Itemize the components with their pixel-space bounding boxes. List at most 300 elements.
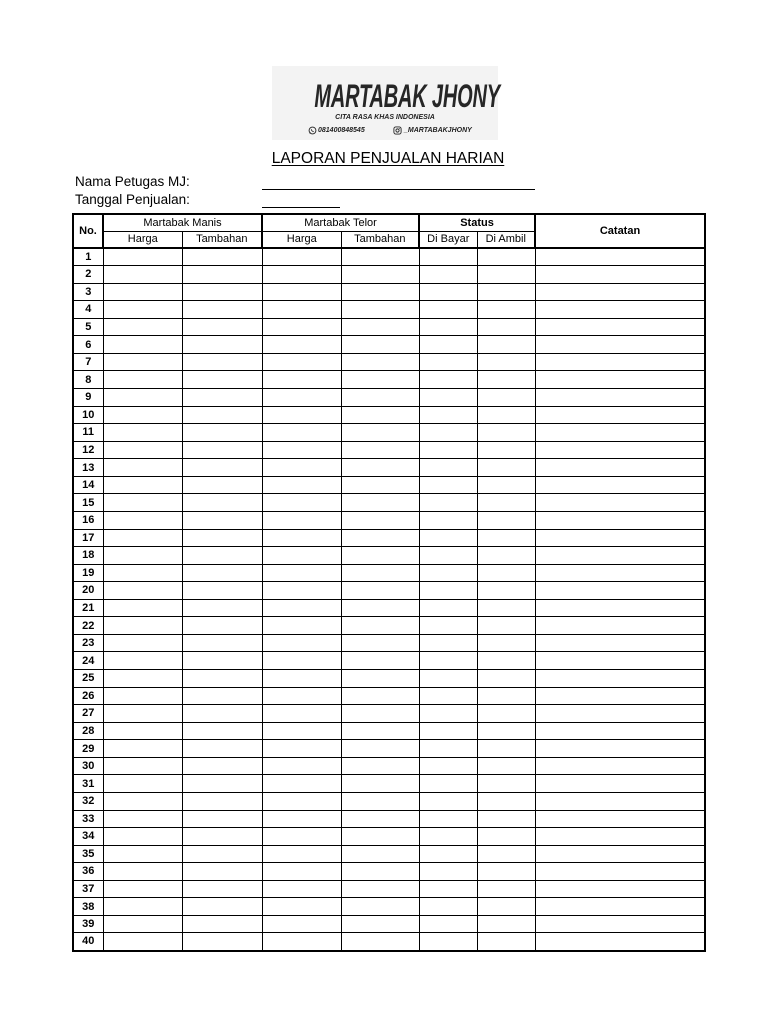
table-row [73,283,705,301]
table-row [73,845,705,863]
catatan-cell [535,494,705,512]
row-number: 36 [73,863,103,881]
table-row [73,915,705,933]
row-number: 1 [73,248,103,266]
manis-harga-cell [103,845,182,863]
header-martabak-manis: Martabak Manis [103,214,262,231]
di-bayar-cell [419,652,477,670]
manis-harga-cell [103,617,182,635]
di-bayar-cell [419,670,477,688]
manis-harga-cell [103,757,182,775]
row-number: 21 [73,599,103,617]
di-ambil-cell [477,336,535,354]
di-bayar-cell [419,266,477,284]
manis-harga-cell [103,810,182,828]
manis-harga-cell [103,670,182,688]
manis-tambahan-cell [182,863,262,881]
di-ambil-cell [477,459,535,477]
di-ambil-cell [477,406,535,424]
row-number: 7 [73,353,103,371]
telor-harga-cell [262,459,341,477]
header-telor-tambahan: Tambahan [341,231,419,248]
row-number: 10 [73,406,103,424]
telor-tambahan-cell [341,371,419,389]
manis-tambahan-cell [182,880,262,898]
brand-logo [272,66,498,140]
header-telor-harga: Harga [262,231,341,248]
telor-harga-cell [262,353,341,371]
manis-tambahan-cell [182,757,262,775]
row-number: 24 [73,652,103,670]
catatan-cell [535,547,705,565]
manis-tambahan-cell [182,406,262,424]
table-row [73,722,705,740]
manis-harga-cell [103,441,182,459]
manis-harga-cell [103,933,182,951]
row-number: 29 [73,740,103,758]
telor-harga-cell [262,336,341,354]
di-bayar-cell [419,722,477,740]
table-row [73,441,705,459]
di-ambil-cell [477,828,535,846]
di-bayar-cell [419,301,477,319]
telor-harga-cell [262,547,341,565]
row-number: 9 [73,389,103,407]
telor-tambahan-cell [341,599,419,617]
telor-tambahan-cell [341,845,419,863]
table-row [73,564,705,582]
manis-harga-cell [103,634,182,652]
telor-tambahan-cell [341,336,419,354]
table-row [73,705,705,723]
manis-harga-cell [103,547,182,565]
manis-harga-cell [103,406,182,424]
di-bayar-cell [419,828,477,846]
catatan-cell [535,301,705,319]
table-row [73,318,705,336]
manis-tambahan-cell [182,353,262,371]
row-number: 35 [73,845,103,863]
telor-harga-cell [262,318,341,336]
di-bayar-cell [419,599,477,617]
telor-tambahan-cell [341,898,419,916]
di-bayar-cell [419,564,477,582]
di-ambil-cell [477,933,535,951]
di-bayar-cell [419,336,477,354]
table-row [73,687,705,705]
telor-tambahan-cell [341,880,419,898]
row-number: 33 [73,810,103,828]
instagram-icon [393,126,402,135]
di-bayar-cell [419,880,477,898]
telor-tambahan-cell [341,792,419,810]
header-catatan: Catatan [535,214,705,248]
manis-harga-cell [103,248,182,266]
manis-harga-cell [103,301,182,319]
telor-harga-cell [262,933,341,951]
di-bayar-cell [419,757,477,775]
di-ambil-cell [477,283,535,301]
catatan-cell [535,670,705,688]
manis-harga-cell [103,529,182,547]
di-ambil-cell [477,652,535,670]
row-number: 12 [73,441,103,459]
telor-harga-cell [262,494,341,512]
di-bayar-cell [419,547,477,565]
table-row [73,582,705,600]
manis-tambahan-cell [182,459,262,477]
catatan-cell [535,529,705,547]
telor-harga-cell [262,863,341,881]
telor-tambahan-cell [341,687,419,705]
manis-tambahan-cell [182,424,262,442]
table-row [73,389,705,407]
table-row [73,336,705,354]
telor-harga-cell [262,670,341,688]
telor-harga-cell [262,529,341,547]
di-ambil-cell [477,845,535,863]
table-row [73,898,705,916]
manis-tambahan-cell [182,476,262,494]
di-ambil-cell [477,634,535,652]
table-row [73,406,705,424]
row-number: 22 [73,617,103,635]
telor-harga-cell [262,476,341,494]
di-bayar-cell [419,617,477,635]
manis-harga-cell [103,336,182,354]
telor-tambahan-cell [341,582,419,600]
telor-tambahan-cell [341,283,419,301]
row-number: 27 [73,705,103,723]
brand-tagline: CITA RASA KHAS INDONESIA [335,114,435,121]
telor-tambahan-cell [341,266,419,284]
catatan-cell [535,652,705,670]
telor-tambahan-cell [341,301,419,319]
catatan-cell [535,810,705,828]
header-martabak-telor: Martabak Telor [262,214,419,231]
di-ambil-cell [477,371,535,389]
di-bayar-cell [419,353,477,371]
di-bayar-cell [419,283,477,301]
di-bayar-cell [419,705,477,723]
telor-harga-cell [262,915,341,933]
di-bayar-cell [419,476,477,494]
telor-harga-cell [262,511,341,529]
manis-tambahan-cell [182,670,262,688]
header-row-groups [73,214,705,231]
row-number: 34 [73,828,103,846]
catatan-cell [535,459,705,477]
telor-tambahan-cell [341,775,419,793]
manis-harga-cell [103,476,182,494]
manis-harga-cell [103,389,182,407]
manis-harga-cell [103,863,182,881]
telor-tambahan-cell [341,353,419,371]
manis-tambahan-cell [182,283,262,301]
telor-tambahan-cell [341,529,419,547]
di-bayar-cell [419,511,477,529]
manis-tambahan-cell [182,389,262,407]
manis-harga-cell [103,564,182,582]
telor-tambahan-cell [341,933,419,951]
catatan-cell [535,705,705,723]
table-row [73,775,705,793]
row-number: 11 [73,424,103,442]
table-row [73,810,705,828]
di-bayar-cell [419,248,477,266]
manis-tambahan-cell [182,722,262,740]
row-number: 3 [73,283,103,301]
manis-tambahan-cell [182,547,262,565]
di-ambil-cell [477,564,535,582]
row-number: 31 [73,775,103,793]
catatan-cell [535,441,705,459]
di-ambil-cell [477,863,535,881]
di-bayar-cell [419,529,477,547]
di-ambil-cell [477,266,535,284]
telor-harga-cell [262,582,341,600]
telor-harga-cell [262,828,341,846]
manis-harga-cell [103,424,182,442]
di-ambil-cell [477,898,535,916]
catatan-cell [535,424,705,442]
manis-tambahan-cell [182,634,262,652]
telor-harga-cell [262,248,341,266]
telor-tambahan-cell [341,406,419,424]
manis-harga-cell [103,687,182,705]
table-row [73,511,705,529]
manis-tambahan-cell [182,740,262,758]
catatan-cell [535,564,705,582]
row-number: 38 [73,898,103,916]
di-ambil-cell [477,424,535,442]
telor-harga-cell [262,757,341,775]
officer-name-line [262,189,535,190]
telor-tambahan-cell [341,318,419,336]
row-number: 17 [73,529,103,547]
catatan-cell [535,353,705,371]
header-status: Status [419,214,535,231]
telor-harga-cell [262,810,341,828]
di-bayar-cell [419,318,477,336]
catatan-cell [535,283,705,301]
header-di-bayar: Di Bayar [419,231,477,248]
telor-tambahan-cell [341,424,419,442]
manis-harga-cell [103,494,182,512]
table-row [73,459,705,477]
row-number: 15 [73,494,103,512]
sales-date-line [262,207,340,208]
manis-tambahan-cell [182,687,262,705]
phone-number: 081400848545 [318,127,365,134]
telor-tambahan-cell [341,547,419,565]
catatan-cell [535,266,705,284]
di-bayar-cell [419,441,477,459]
table-row [73,599,705,617]
sales-date-label: Tanggal Penjualan: [75,192,190,207]
di-bayar-cell [419,582,477,600]
di-ambil-cell [477,810,535,828]
row-number: 20 [73,582,103,600]
whatsapp-icon [308,126,317,135]
catatan-cell [535,389,705,407]
di-ambil-cell [477,705,535,723]
manis-harga-cell [103,318,182,336]
manis-harga-cell [103,266,182,284]
di-ambil-cell [477,687,535,705]
table-row [73,880,705,898]
catatan-cell [535,828,705,846]
di-bayar-cell [419,845,477,863]
header-manis-tambahan: Tambahan [182,231,262,248]
row-number: 25 [73,670,103,688]
table-row [73,353,705,371]
telor-harga-cell [262,424,341,442]
row-number: 28 [73,722,103,740]
manis-tambahan-cell [182,898,262,916]
row-number: 39 [73,915,103,933]
manis-harga-cell [103,705,182,723]
di-ambil-cell [477,792,535,810]
di-ambil-cell [477,389,535,407]
table-row [73,670,705,688]
catatan-cell [535,248,705,266]
manis-tambahan-cell [182,529,262,547]
catatan-cell [535,880,705,898]
manis-tambahan-cell [182,441,262,459]
di-bayar-cell [419,406,477,424]
di-bayar-cell [419,371,477,389]
di-ambil-cell [477,722,535,740]
telor-tambahan-cell [341,670,419,688]
telor-harga-cell [262,722,341,740]
manis-harga-cell [103,740,182,758]
row-number: 4 [73,301,103,319]
telor-tambahan-cell [341,494,419,512]
di-bayar-cell [419,740,477,758]
manis-tambahan-cell [182,301,262,319]
di-bayar-cell [419,424,477,442]
telor-harga-cell [262,705,341,723]
di-ambil-cell [477,757,535,775]
catatan-cell [535,318,705,336]
manis-harga-cell [103,511,182,529]
manis-harga-cell [103,880,182,898]
telor-harga-cell [262,845,341,863]
manis-harga-cell [103,828,182,846]
catatan-cell [535,476,705,494]
manis-tambahan-cell [182,494,262,512]
catatan-cell [535,336,705,354]
catatan-cell [535,371,705,389]
telor-tambahan-cell [341,476,419,494]
manis-tambahan-cell [182,810,262,828]
manis-tambahan-cell [182,775,262,793]
telor-harga-cell [262,634,341,652]
table-row [73,652,705,670]
manis-harga-cell [103,582,182,600]
manis-tambahan-cell [182,266,262,284]
manis-tambahan-cell [182,599,262,617]
catatan-cell [535,740,705,758]
telor-harga-cell [262,652,341,670]
di-ambil-cell [477,582,535,600]
row-number: 32 [73,792,103,810]
manis-tambahan-cell [182,318,262,336]
di-ambil-cell [477,494,535,512]
table-row [73,494,705,512]
telor-harga-cell [262,687,341,705]
telor-tambahan-cell [341,757,419,775]
di-ambil-cell [477,617,535,635]
catatan-cell [535,757,705,775]
di-bayar-cell [419,933,477,951]
brand-name: MARTABAK JHONY [314,78,500,114]
telor-harga-cell [262,406,341,424]
di-bayar-cell [419,810,477,828]
table-row [73,634,705,652]
telor-tambahan-cell [341,248,419,266]
telor-tambahan-cell [341,740,419,758]
table-row [73,547,705,565]
di-ambil-cell [477,353,535,371]
manis-harga-cell [103,459,182,477]
telor-tambahan-cell [341,634,419,652]
di-ambil-cell [477,529,535,547]
telor-tambahan-cell [341,389,419,407]
table-row [73,424,705,442]
manis-harga-cell [103,792,182,810]
table-row [73,371,705,389]
catatan-cell [535,775,705,793]
di-ambil-cell [477,441,535,459]
manis-harga-cell [103,898,182,916]
di-ambil-cell [477,740,535,758]
catatan-cell [535,582,705,600]
manis-tambahan-cell [182,617,262,635]
header-manis-harga: Harga [103,231,182,248]
catatan-cell [535,722,705,740]
manis-harga-cell [103,283,182,301]
manis-tambahan-cell [182,705,262,723]
catatan-cell [535,634,705,652]
table-row [73,248,705,266]
table-row [73,933,705,951]
catatan-cell [535,511,705,529]
table-row [73,863,705,881]
telor-tambahan-cell [341,564,419,582]
di-bayar-cell [419,687,477,705]
catatan-cell [535,406,705,424]
row-number: 30 [73,757,103,775]
manis-tambahan-cell [182,792,262,810]
catatan-cell [535,687,705,705]
telor-harga-cell [262,880,341,898]
manis-tambahan-cell [182,652,262,670]
telor-tambahan-cell [341,459,419,477]
manis-harga-cell [103,652,182,670]
row-number: 18 [73,547,103,565]
row-number: 5 [73,318,103,336]
catatan-cell [535,792,705,810]
manis-tambahan-cell [182,248,262,266]
di-ambil-cell [477,880,535,898]
telor-harga-cell [262,371,341,389]
page-title: LAPORAN PENJUALAN HARIAN [271,150,505,167]
manis-tambahan-cell [182,828,262,846]
manis-tambahan-cell [182,933,262,951]
manis-harga-cell [103,915,182,933]
